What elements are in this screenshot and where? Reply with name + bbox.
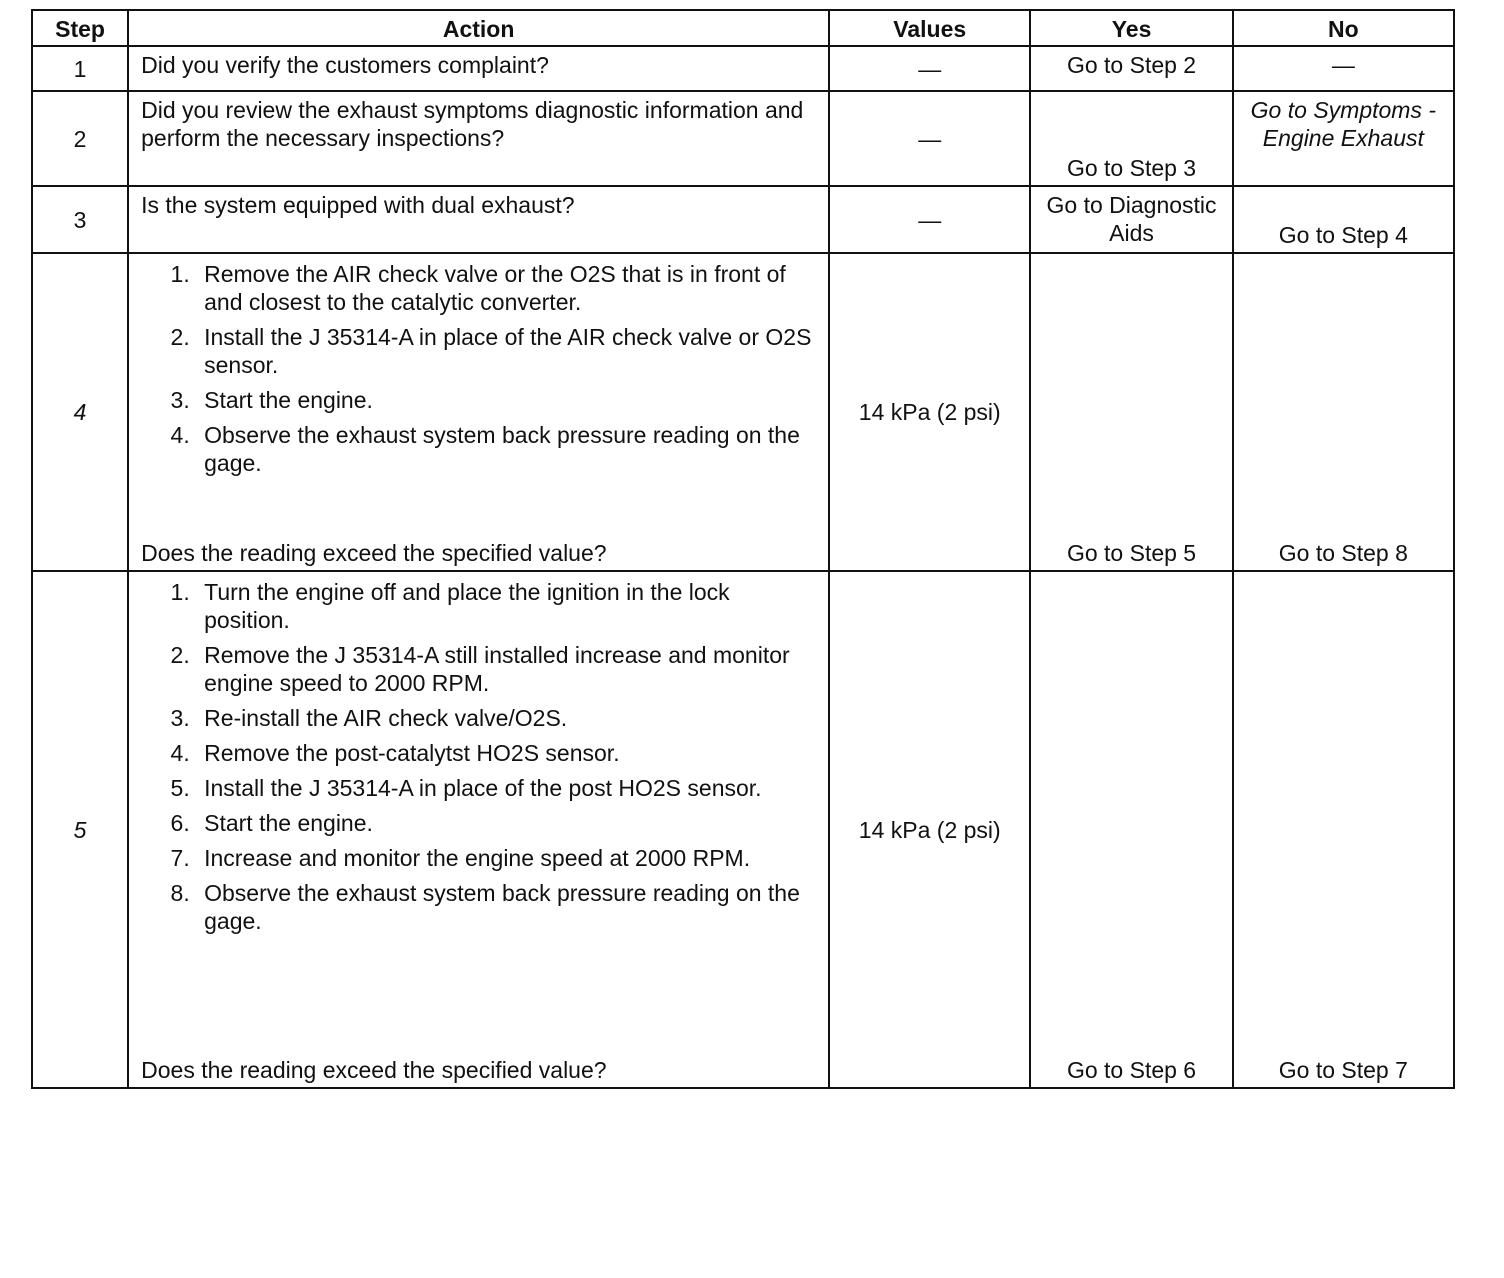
- header-row: [32, 10, 1454, 46]
- action-list: [141, 260, 818, 484]
- question-text: Does the reading exceed the specified value?: [141, 540, 607, 566]
- action-item: 1. Turn the engine off and place the ignition in the lock position.: [196, 578, 818, 634]
- question-text: Did you verify the customers complaint?: [141, 52, 549, 78]
- action-cell: [128, 91, 829, 186]
- header-step: Step: [32, 10, 128, 46]
- header-action: Action: [128, 10, 829, 46]
- table-row: [32, 186, 1454, 253]
- action-item: 2. Install the J 35314-A in place of the AIR check valve or O2S sensor.: [196, 323, 818, 379]
- step-number: 1: [32, 46, 128, 91]
- table-row: [32, 91, 1454, 186]
- action-item: 6. Start the engine.: [196, 809, 818, 837]
- action-cell: [128, 253, 829, 571]
- action-item: 2. Remove the J 35314-A still installed increase and monitor engine speed to 2000 RPM.: [196, 641, 818, 697]
- no-cell: Go to Step 7: [1233, 571, 1454, 1088]
- header-yes: Yes: [1030, 10, 1232, 46]
- step-number: 3: [32, 186, 128, 253]
- table-row: [32, 571, 1454, 1088]
- step-number: 2: [32, 91, 128, 186]
- table-row: [32, 46, 1454, 91]
- header-values: Values: [829, 10, 1030, 46]
- yes-cell: Go to Diagnostic Aids: [1030, 186, 1232, 253]
- action-cell: [128, 186, 829, 253]
- value-cell: —: [829, 186, 1030, 253]
- diagnostic-table: [31, 9, 1455, 1089]
- action-cell: [128, 46, 829, 91]
- action-item: 7. Increase and monitor the engine speed at 2000 RPM.: [196, 844, 818, 872]
- action-item: 5. Install the J 35314-A in place of the post HO2S sensor.: [196, 774, 818, 802]
- no-cell: —: [1233, 46, 1454, 91]
- no-cell: Go to Symptoms - Engine Exhaust: [1233, 91, 1454, 186]
- step-number: 4: [32, 253, 128, 571]
- action-list: [141, 578, 818, 942]
- action-item: 3. Re-install the AIR check valve/O2S.: [196, 704, 818, 732]
- action-item: 1. Remove the AIR check valve or the O2S that is in front of and closest to the catalytic converter.: [196, 260, 818, 316]
- action-item: 3. Start the engine.: [196, 386, 818, 414]
- step-number: 5: [32, 571, 128, 1088]
- no-cell: Go to Step 8: [1233, 253, 1454, 571]
- value-cell: 14 kPa (2 psi): [829, 571, 1030, 1088]
- yes-cell: Go to Step 3: [1030, 91, 1232, 186]
- action-item: 4. Observe the exhaust system back pressure reading on the gage.: [196, 421, 818, 477]
- header-no: No: [1233, 10, 1454, 46]
- yes-cell: Go to Step 6: [1030, 571, 1232, 1088]
- question-text: Does the reading exceed the specified value?: [141, 1057, 607, 1083]
- question-text: Did you review the exhaust symptoms diagnostic information and perform the necessary inspections?: [141, 97, 804, 151]
- value-cell: —: [829, 91, 1030, 186]
- yes-cell: Go to Step 2: [1030, 46, 1232, 91]
- action-item: 8. Observe the exhaust system back pressure reading on the gage.: [196, 879, 818, 935]
- table-row: [32, 253, 1454, 571]
- action-cell: [128, 571, 829, 1088]
- no-cell: Go to Step 4: [1233, 186, 1454, 253]
- question-text: Is the system equipped with dual exhaust?: [141, 192, 575, 218]
- value-cell: —: [829, 46, 1030, 91]
- action-item: 4. Remove the post-catalytst HO2S sensor.: [196, 739, 818, 767]
- value-cell: 14 kPa (2 psi): [829, 253, 1030, 571]
- yes-cell: Go to Step 5: [1030, 253, 1232, 571]
